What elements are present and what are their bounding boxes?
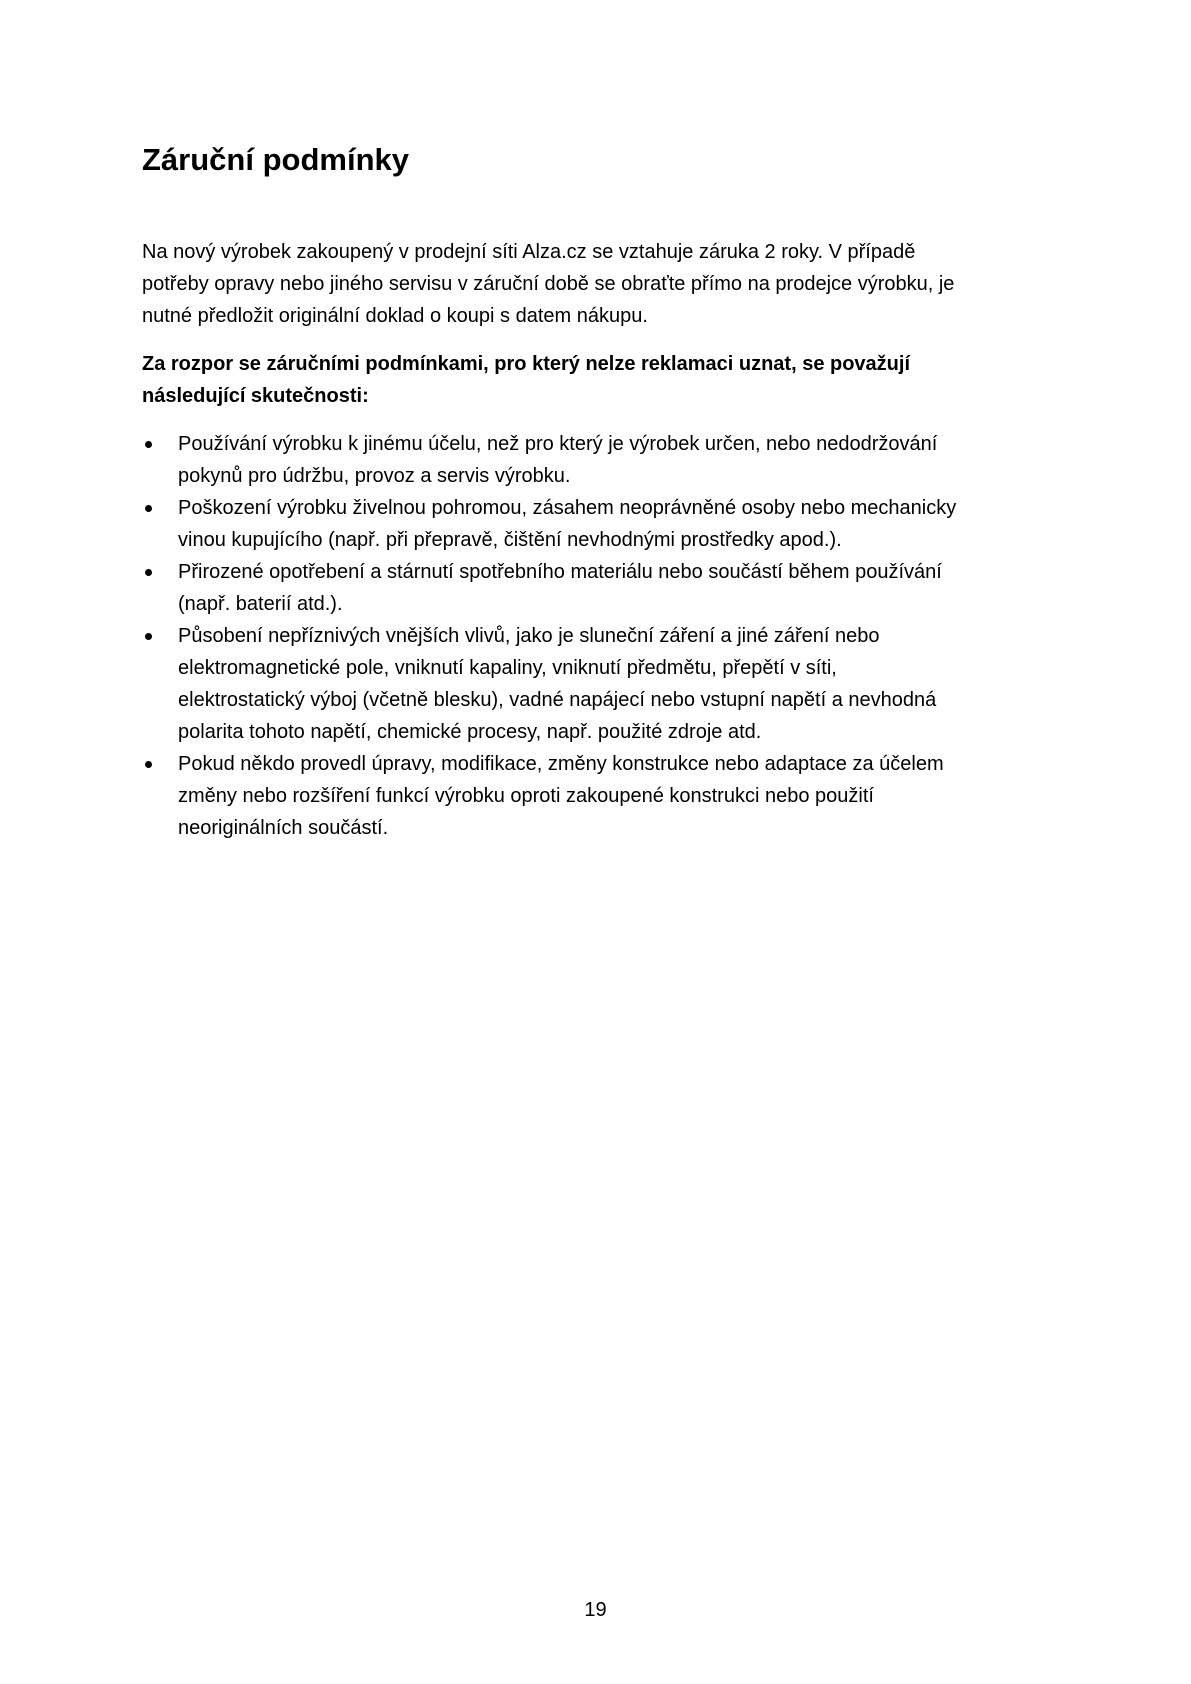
list-item-line: Přirozené opotřebení a stárnutí spotřebního materiálu nebo součástí během používání	[178, 561, 942, 583]
list-item-line: Používání výrobku k jinému účelu, než pro který je výrobek určen, nebo nedodržování	[178, 433, 938, 455]
list-item	[142, 556, 1062, 620]
conditions-heading	[142, 348, 1062, 412]
list-item-line: (např. baterií atd.).	[178, 593, 343, 615]
list-item	[142, 428, 1062, 492]
conditions-list	[142, 428, 1062, 844]
intro-line: potřeby opravy nebo jiného servisu v záruční době se obraťte přímo na prodejce výrobku, je	[142, 273, 955, 295]
list-item-line: elektrostatický výboj (včetně blesku), vadné napájecí nebo vstupní napětí a nevhodná	[178, 689, 937, 711]
bullet-icon	[145, 441, 152, 448]
list-item-line: pokynů pro údržbu, provoz a servis výrobku.	[178, 465, 571, 487]
list-item-line: Poškození výrobku živelnou pohromou, zásahem neoprávněné osoby nebo mechanicky	[178, 497, 957, 519]
list-item-line: neoriginálních součástí.	[178, 817, 389, 839]
list-item-line: vinou kupujícího (např. při přepravě, čištění nevhodnými prostředky apod.).	[178, 529, 842, 551]
page-number: 19	[584, 1599, 607, 1621]
bullet-icon	[145, 505, 152, 512]
bullet-icon	[145, 569, 152, 576]
list-item-line: Působení nepříznivých vnějších vlivů, jako je sluneční záření a jiné záření nebo	[178, 625, 880, 647]
page-title: Záruční podmínky	[142, 142, 409, 177]
list-item-line: polarita tohoto napětí, chemické procesy, např. použité zdroje atd.	[178, 721, 762, 743]
list-item	[142, 748, 1062, 844]
conditions-heading-line: Za rozpor se záručními podmínkami, pro který nelze reklamaci uznat, se považují	[142, 353, 911, 375]
bullet-icon	[145, 761, 152, 768]
bullet-icon	[145, 633, 152, 640]
list-item-line: elektromagnetické pole, vniknutí kapaliny, vniknutí předmětu, přepětí v síti,	[178, 657, 837, 679]
intro-line: Na nový výrobek zakoupený v prodejní síti Alza.cz se vztahuje záruka 2 roky. V případě	[142, 241, 916, 263]
intro-line: nutné předložit originální doklad o koupi s datem nákupu.	[142, 305, 648, 327]
list-item-line: změny nebo rozšíření funkcí výrobku oproti zakoupené konstrukci nebo použití	[178, 785, 874, 807]
list-item	[142, 492, 1062, 556]
intro-paragraph	[142, 236, 1062, 332]
conditions-heading-line: následující skutečnosti:	[142, 385, 369, 407]
list-item	[142, 620, 1062, 748]
list-item-line: Pokud někdo provedl úpravy, modifikace, změny konstrukce nebo adaptace za účelem	[178, 753, 944, 775]
